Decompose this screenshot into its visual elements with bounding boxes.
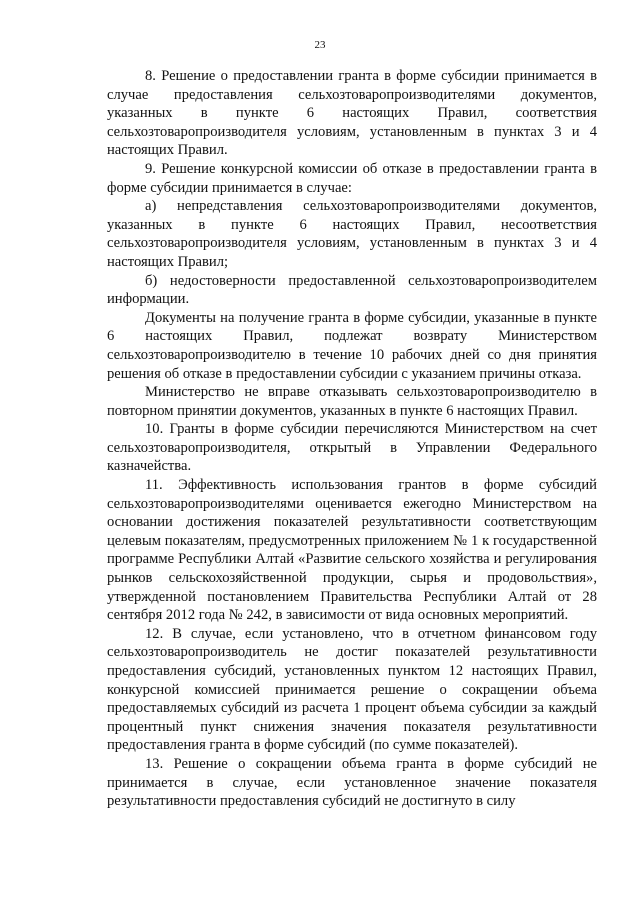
- paragraph-documents-return: Документы на получение гранта в форме субсидии, указанные в пункте 6 настоящих Правил, подлежат возврату Министерством сельхозтоваропроизводителю в течение 10 рабочих дней со дня принятия решения об отказе в предоставлении субсидии с указанием причины отказа.: [107, 309, 597, 382]
- paragraph-8: 8. Решение о предоставлении гранта в форме субсидии принимается в случае предоставления сельхозтоваропроизводителями документов, указанных в пункте 6 настоящих Правил, соответствия сельхозтоваропроизводителя условиям, установленным в пунктах 3 и 4 настоящих Правил.: [107, 68, 597, 159]
- paragraph-9: 9. Решение конкурсной комиссии об отказе в предоставлении гранта в форме субсидии принимается в случае:: [107, 160, 597, 196]
- paragraph-10: 10. Гранты в форме субсидии перечисляются Министерством на счет сельхозтоваропроизводителя, открытый в Управлении Федерального казначейства.: [107, 421, 597, 475]
- paragraph-12: 12. В случае, если установлено, что в отчетном финансовом году сельхозтоваропроизводитель не достиг показателей результативности предоставления субсидий, установленных пунктом 12 настоящих Правил, конкурсной комиссией принимается решение о сокращении объема предоставляемых субсидий из расчета 1 процент объема субсидии за каждый процентный пункт снижения значения показателя результативности предоставления гранта в форме субсидий (по сумме показателей).: [107, 625, 597, 754]
- paragraph-ministry-refusal: Министерство не вправе отказывать сельхозтоваропроизводителю в повторном принятии документов, указанных в пункте 6 настоящих Правил.: [107, 384, 597, 419]
- paragraph-9a: а) непредставления сельхозтоваропроизводителями документов, указанных в пункте 6 настоящих Правил, несоответствия сельхозтоваропроизводителя условиям, установленным в пунктах 3 и 4 настоящих Правил;: [107, 198, 597, 270]
- paragraph-9b: б) недостоверности предоставленной сельхозтоваропроизводителем информации.: [107, 272, 597, 308]
- page-number: 23: [314, 39, 326, 51]
- paragraph-11: 11. Эффективность использования грантов в форме субсидий сельхозтоваропроизводителями оценивается ежегодно Министерством на основании достижения показателей результативности соответствующим целевым показателям, предусмотренных приложением № 1 к государственной программе Республики Алтай «Развитие сельского хозяйства и регулирования рынков сельскохозяйственной продукции, сырья и продовольствия», утвержденной постановлением Правительства Республики Алтай от 28 сентября 2012 года № 242, в зависимости от вида основных мероприятий.: [107, 477, 597, 624]
- paragraph-13: 13. Решение о сокращении объема гранта в форме субсидий не принимается в случае, если установленное значение показателя результативности предоставления субсидий не достигнуто в силу: [107, 755, 597, 810]
- document-body: [107, 67, 597, 811]
